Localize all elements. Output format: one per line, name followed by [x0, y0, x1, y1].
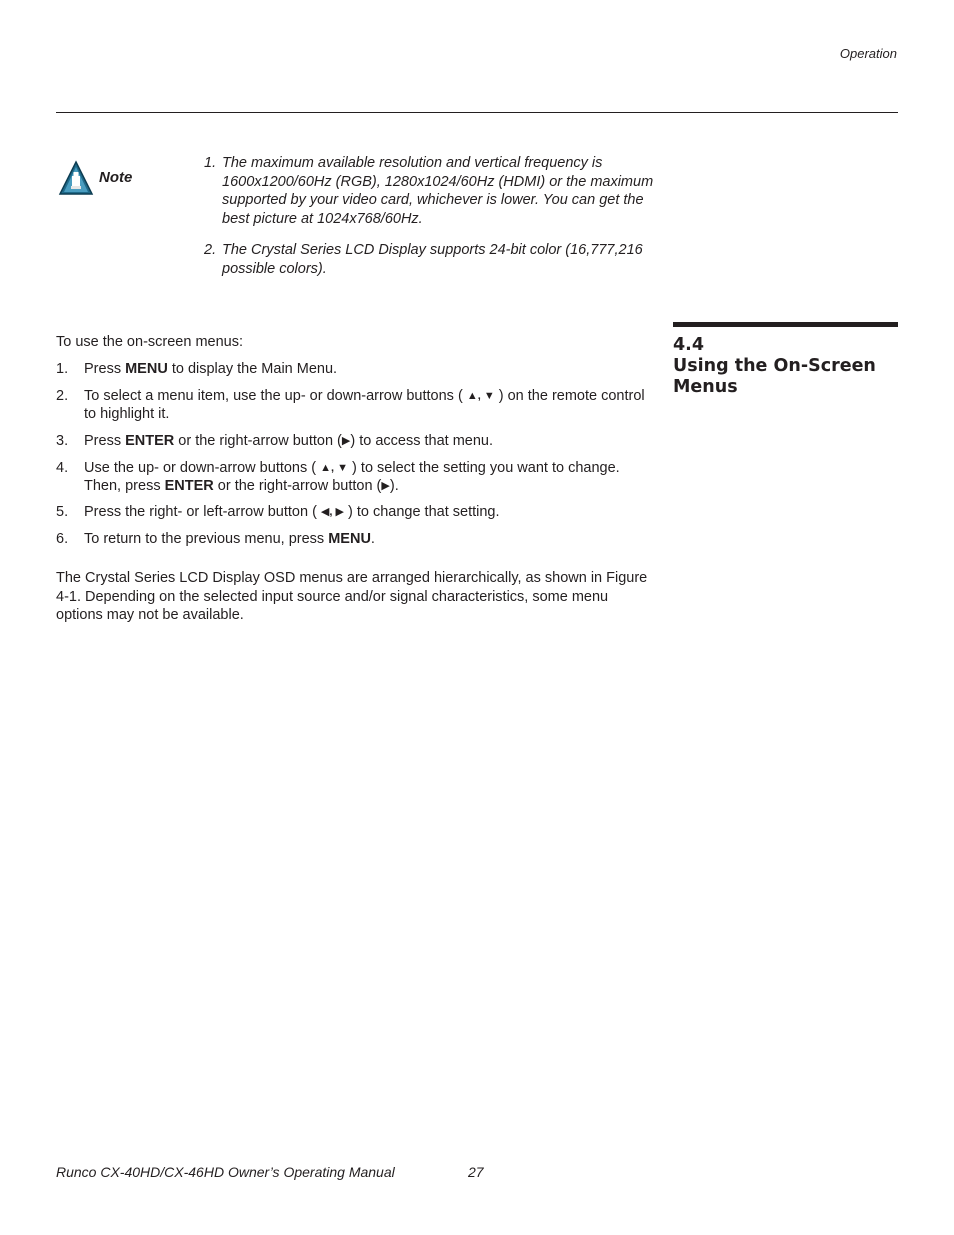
step-text — [84, 432, 656, 450]
note-text: The Crystal Series LCD Display supports 24-bit color (16,777,216 possible colors). — [222, 242, 643, 277]
list-item — [56, 503, 656, 521]
step-number: 5. — [56, 504, 69, 521]
body-text — [56, 333, 656, 624]
step-text-part: Use the up- or down-arrow buttons ( — [84, 459, 321, 476]
step-text — [84, 530, 656, 548]
section-title: Using the On-Screen Menus — [673, 356, 876, 397]
note-text: The maximum available resolution and vertical frequency is 1600x1200/60Hz (RGB), 1280x1024/60Hz (HDMI) or the maximum supported by your video card, whichever is lower. You can get the best picture at 1024x768/60Hz. — [222, 155, 654, 227]
note-icon — [58, 160, 94, 196]
running-header: Operation — [839, 46, 897, 61]
list-item — [56, 530, 656, 548]
step-text — [84, 387, 656, 423]
step-number: 4. — [56, 459, 69, 476]
note-number: 1. — [204, 155, 217, 171]
page-number: 27 — [468, 1164, 484, 1180]
list-item — [56, 432, 656, 450]
note-item — [204, 154, 664, 228]
step-text-part: To return to the previous menu, press — [84, 531, 329, 548]
step-number: 3. — [56, 432, 69, 449]
step-number: 2. — [56, 387, 69, 404]
step-text-part: ). — [389, 477, 399, 494]
step-text-part: Press — [84, 432, 126, 449]
step-number: 6. — [56, 531, 69, 548]
note-label: Note — [99, 169, 133, 186]
step-text-part: Press — [84, 361, 126, 378]
right-arrow-icon: ▶ — [381, 479, 390, 492]
step-text-part: Press the right- or left-arrow button ( — [84, 504, 321, 521]
list-item — [56, 459, 656, 495]
step-text-part: ) to change that setting. — [343, 504, 500, 521]
section-heading — [673, 335, 903, 398]
section-rule — [673, 322, 898, 327]
step-text-part: To select a menu item, use the up- or down-arrow buttons ( — [84, 387, 467, 404]
step-number: 1. — [56, 361, 69, 378]
list-item — [56, 387, 656, 423]
right-arrow-icon: ▶ — [341, 434, 351, 447]
step-text-part: ) on the remote control to highlight it. — [84, 387, 645, 423]
left-right-arrow-icon: ◀, ▶ — [320, 506, 344, 519]
note-list — [204, 154, 664, 292]
enter-key-label: ENTER — [164, 477, 214, 494]
step-list — [56, 360, 656, 548]
intro-paragraph: To use the on-screen menus: — [56, 334, 243, 350]
step-text-part: or the right-arrow button ( — [213, 477, 382, 494]
step-text — [84, 503, 656, 521]
up-down-arrow-icon: ▲, ▼ — [466, 389, 495, 402]
list-item — [56, 360, 656, 378]
enter-key-label: ENTER — [125, 432, 175, 449]
header-rule — [56, 112, 898, 113]
up-down-arrow-icon: ▲, ▼ — [320, 461, 349, 474]
menu-key-label: MENU — [125, 361, 168, 378]
step-text — [84, 459, 656, 495]
closing-paragraph: The Crystal Series LCD Display OSD menus are arranged hierarchically, as shown in Figure 4-1. Depending on the selected input source and/or signal characteristics, some menu options may not be available. — [56, 570, 648, 623]
step-text-part: to display the Main Menu. — [167, 361, 338, 378]
step-text — [84, 360, 656, 378]
footer-manual-title: Runco CX-40HD/CX-46HD Owner’s Operating Manual — [56, 1164, 395, 1180]
note-item — [204, 241, 664, 278]
step-text-part: ) to access that menu. — [350, 432, 494, 449]
section-number: 4.4 — [673, 335, 705, 355]
step-text-part: or the right-arrow button ( — [174, 432, 342, 449]
step-text-part: . — [370, 531, 375, 548]
menu-key-label: MENU — [328, 531, 371, 548]
step-text-part: ) to select the setting you want to change. Then, press — [84, 459, 620, 494]
note-number: 2. — [204, 242, 217, 259]
